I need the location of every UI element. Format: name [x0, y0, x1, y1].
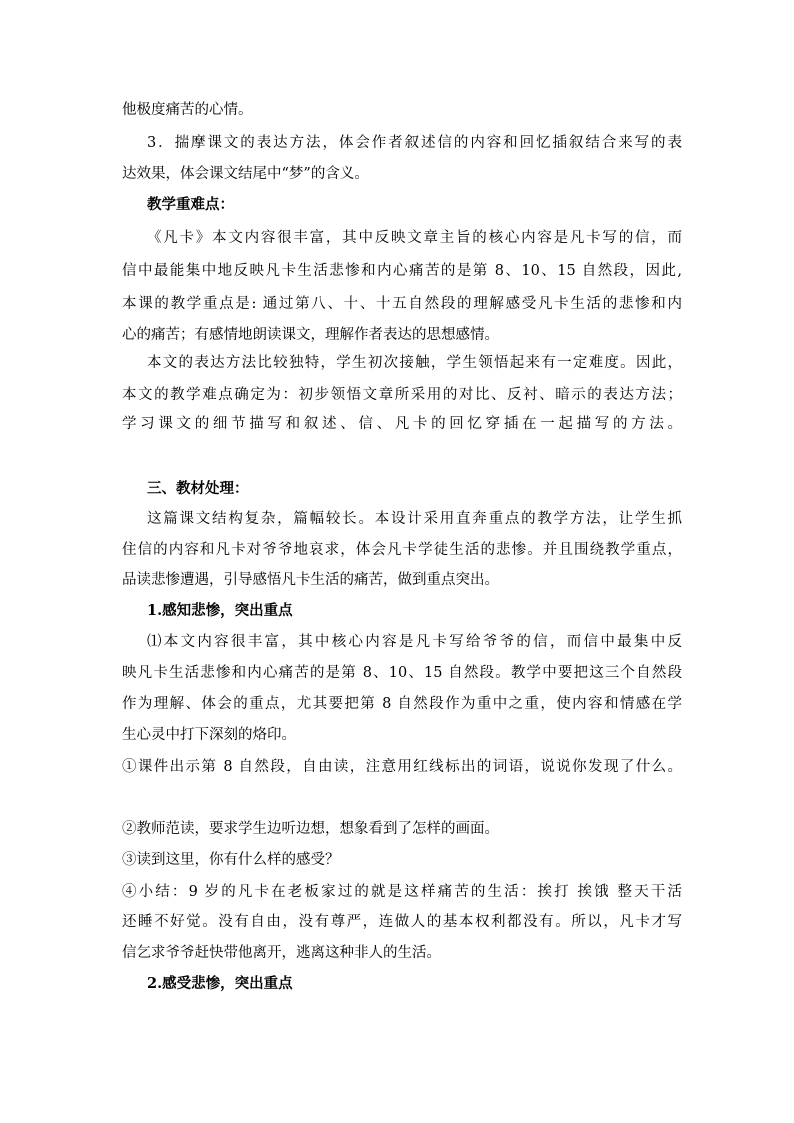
text-line: ②教师范读，要求学生边听边想，想象看到了怎样的画面。 [122, 821, 499, 837]
text-line: 作为理解、体会的重点，尤其要把第 8 自然段作为重中之重，使内容和情感在学 [122, 696, 682, 712]
text-line: ⑴本文内容很丰富，其中核心内容是凡卡写给爷爷的信，而信中最集中反 [147, 634, 682, 650]
text-line: ③读到这里，你有什么样的感受？ [122, 852, 340, 868]
text-line: 3．揣摩课文的表达方法，体会作者叙述信的内容和回忆插叙结合来写的表 [147, 135, 682, 151]
text-line: 他极度痛苦的心情。 [122, 102, 253, 118]
text-line: 生心灵中打下深刻的烙印。 [122, 727, 296, 743]
section-heading: 三、教材处理： [147, 480, 249, 497]
text-line: 这篇课文结构复杂，篇幅较长。本设计采用直奔重点的教学方法，让学生抓 [147, 511, 682, 527]
text-line: 心的痛苦；有感情地朗读课文，理解作者表达的思想感情。 [122, 327, 499, 343]
text-line: 信中最能集中地反映凡卡生活悲惨和内心痛苦的是第 8、10、15 自然段，因此, [122, 263, 682, 279]
section-heading: 教学重难点： [147, 196, 234, 213]
text-line: 达效果，体会课文结尾中“梦”的含义。 [122, 166, 369, 182]
text-line: 还睡不好觉。没有自由，没有尊严，连做人的基本权利都没有。所以，凡卡才写 [122, 914, 682, 930]
text-line: 信乞求爷爷赶快带他离开，逃离这种非人的生活。 [122, 945, 441, 961]
text-line: 本文的教学难点确定为：初步领悟文章所采用的对比、反衬、暗示的表达方法； [122, 387, 682, 403]
text-line: 学习课文的细节描写和叙述、信、凡卡的回忆穿插在一起描写的方法。 [122, 416, 682, 432]
text-line: ④小结：9 岁的凡卡在老板家过的就是这样痛苦的生活：挨打 挨饿 整天干活 [122, 884, 682, 900]
text-line: ①课件出示第 8 自然段，自由读，注意用红线标出的词语，说说你发现了什么。 [122, 759, 682, 775]
text-line: 住信的内容和凡卡对爷爷地哀求，体会凡卡学徒生活的悲惨。并且围绕教学重点， [122, 542, 682, 558]
text-line: 本课的教学重点是: 通过第八、十、十五自然段的理解感受凡卡生活的悲惨和内 [122, 296, 682, 312]
subsection-heading: 1.感知悲惨，突出重点 [147, 602, 293, 619]
subsection-heading: 2.感受悲惨，突出重点 [147, 975, 293, 992]
text-line: 映凡卡生活悲惨和内心痛苦的是第 8、10、15 自然段。教学中要把这三个自然段 [122, 665, 682, 681]
text-line: 品读悲惨遭遇，引导感悟凡卡生活的痛苦，做到重点突出。 [122, 572, 499, 588]
text-line: 《凡卡》本文内容很丰富，其中反映文章主旨的核心内容是凡卡写的信，而 [147, 230, 682, 246]
text-line: 本文的表达方法比较独特，学生初次接触，学生领悟起来有一定难度。因此， [147, 355, 682, 371]
